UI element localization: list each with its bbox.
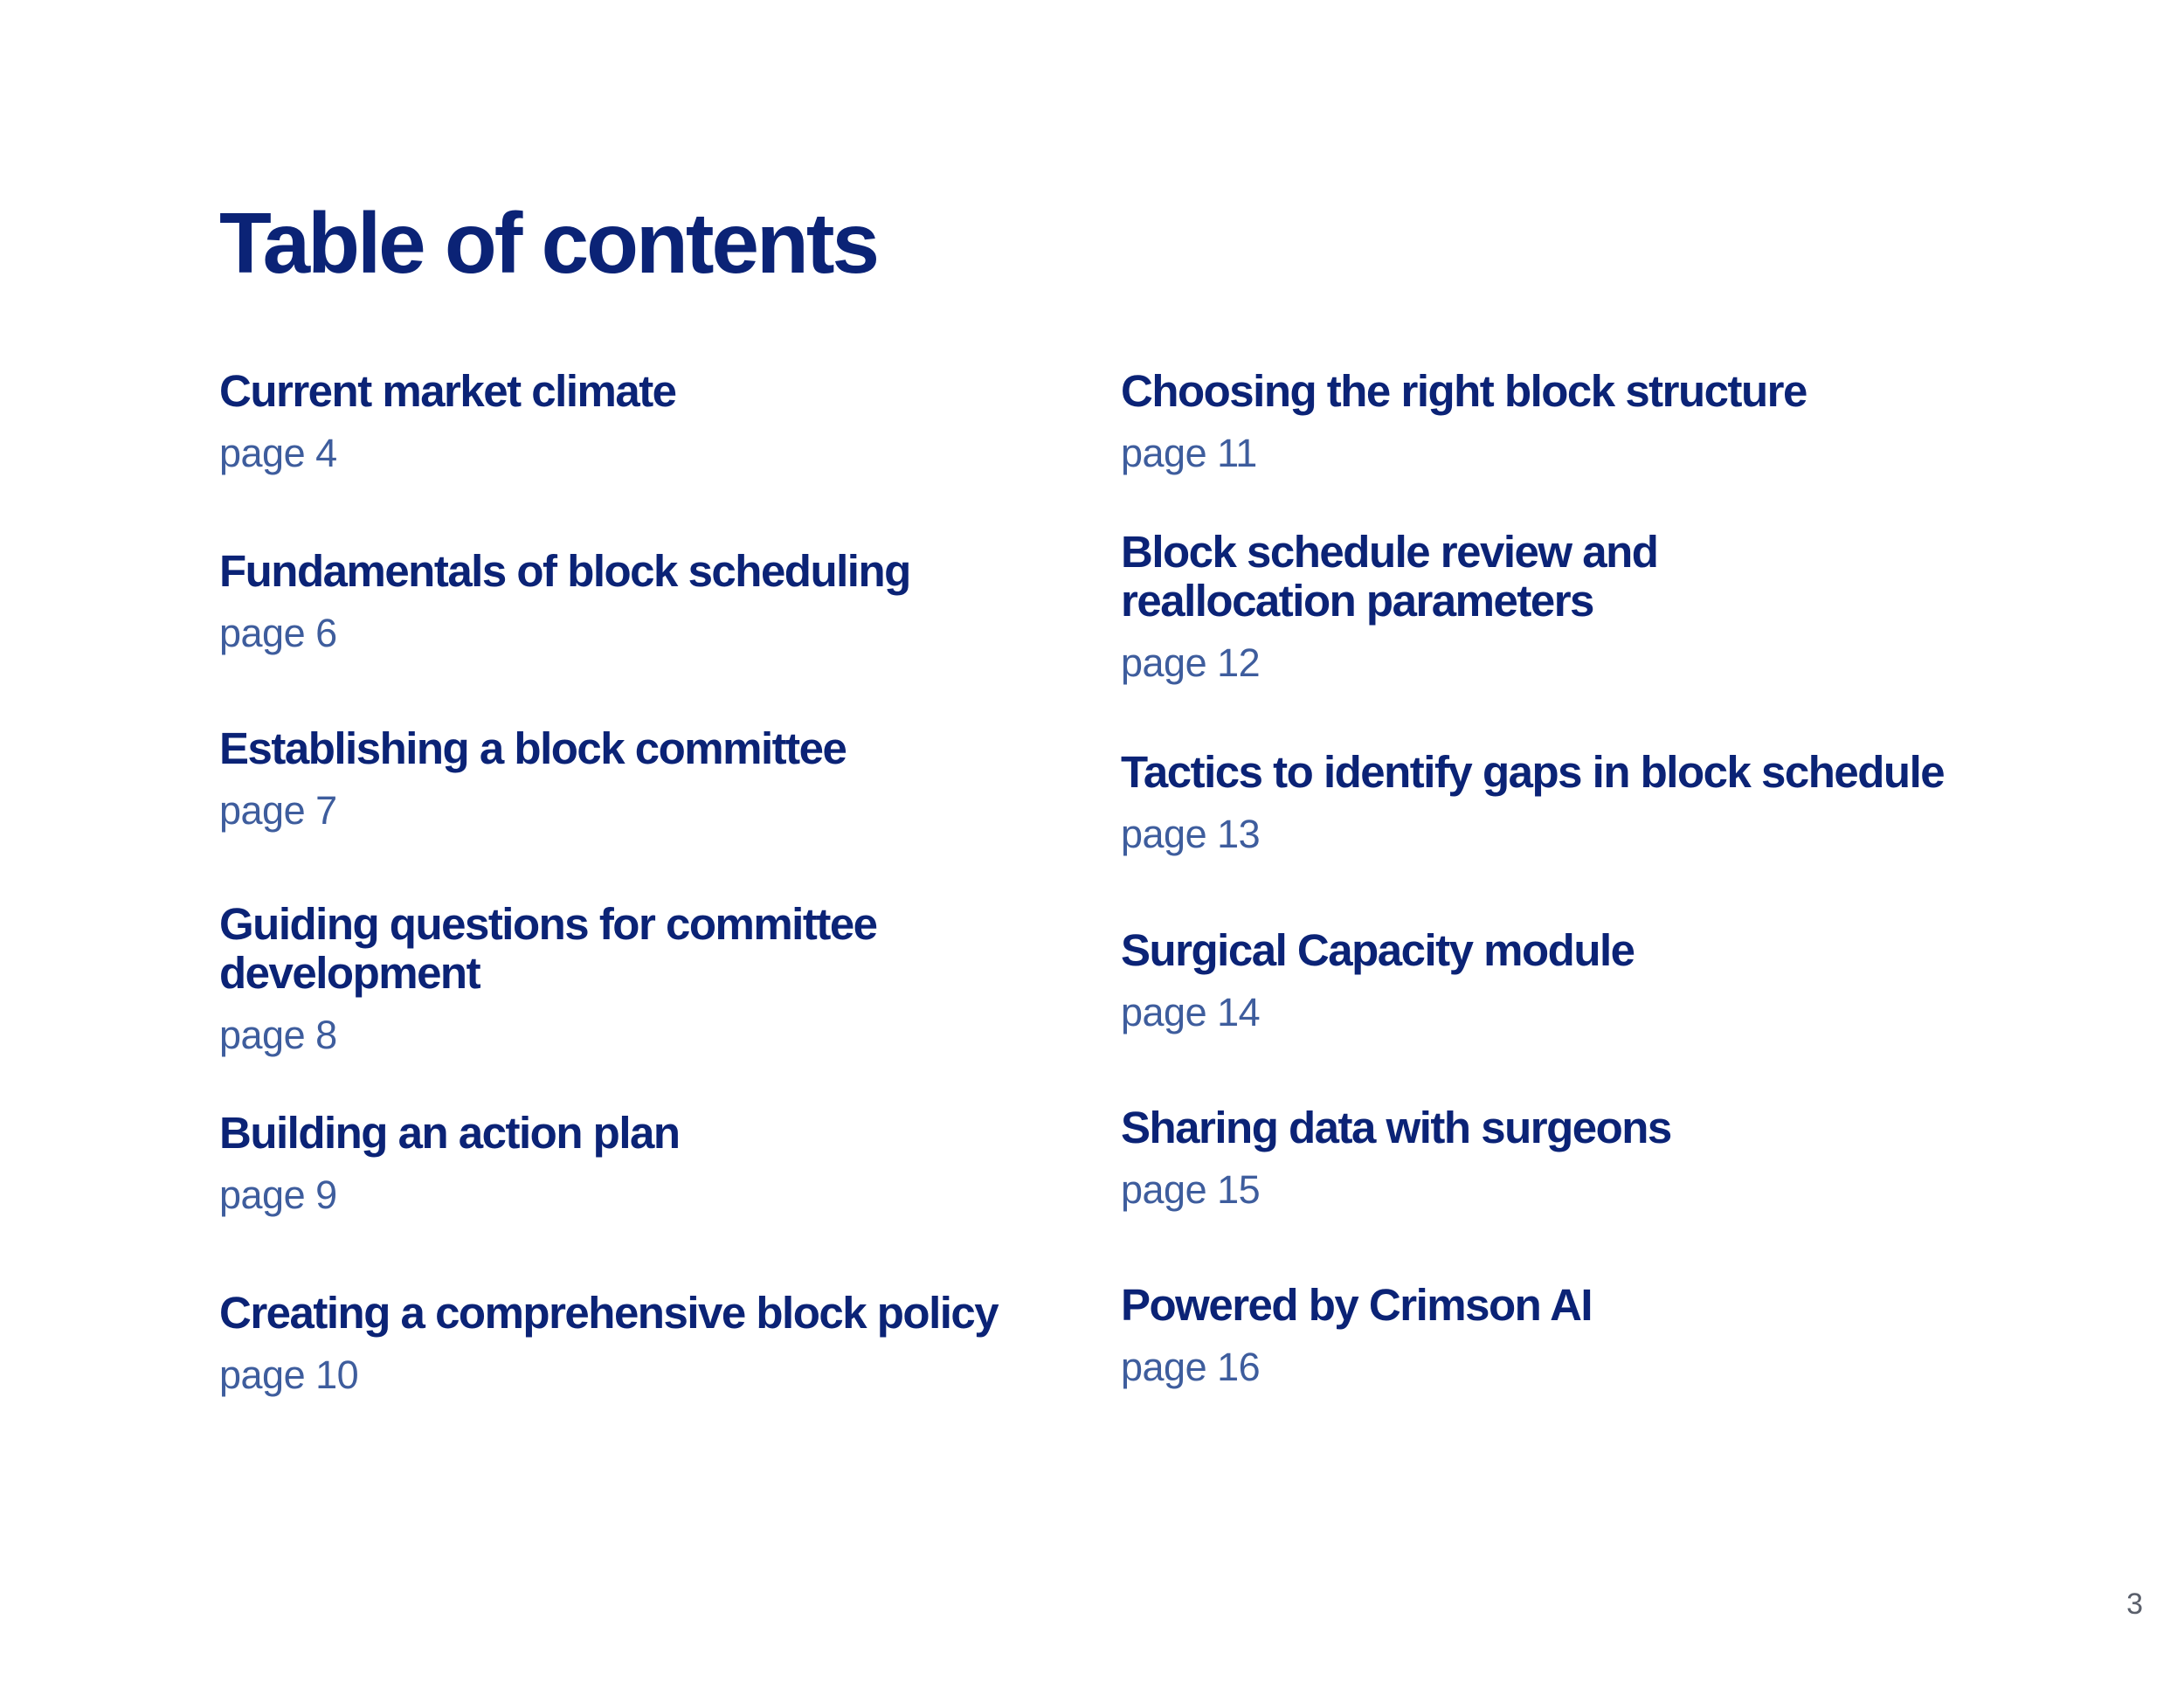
toc-entry-powered-by-crimson-ai[interactable]: [1121, 1281, 1592, 1389]
page-title: Table of contents: [219, 195, 878, 291]
toc-entry-sharing-data-with-surgeons[interactable]: [1121, 1103, 1671, 1212]
toc-entry-tactics-identify-gaps[interactable]: [1121, 748, 1944, 856]
toc-entry-block-schedule-review[interactable]: [1121, 528, 1657, 685]
toc-entry-page: page 15: [1121, 1167, 1261, 1212]
toc-entry-title: Choosing the right block structure: [1121, 366, 1807, 416]
toc-entry-fundamentals-of-block-scheduling[interactable]: [219, 547, 910, 655]
toc-entry-page: page 13: [1121, 812, 1261, 856]
toc-entry-page: page 14: [1121, 990, 1261, 1034]
toc-entry-title-continued: development: [219, 948, 480, 998]
toc-entry-building-an-action-plan[interactable]: [219, 1109, 680, 1217]
toc-entry-page: page 12: [1121, 640, 1261, 685]
toc-entry-title: Current market climate: [219, 366, 676, 416]
toc-entry-title: Sharing data with surgeons: [1121, 1103, 1671, 1152]
toc-entry-title: Fundamentals of block scheduling: [219, 546, 910, 596]
toc-entry-choosing-block-structure[interactable]: [1121, 367, 1807, 475]
toc-entry-page: page 8: [219, 1013, 337, 1057]
toc-entry-title: Creating a comprehensive block policy: [219, 1288, 999, 1338]
page-number: 3: [2126, 1588, 2143, 1621]
toc-entry-title: Guiding questions for committee: [219, 899, 877, 949]
toc-entry-establishing-a-block-committee[interactable]: [219, 724, 846, 833]
toc-entry-page: page 16: [1121, 1345, 1261, 1389]
toc-entry-title: Building an action plan: [219, 1108, 680, 1158]
toc-entry-comprehensive-block-policy[interactable]: [219, 1289, 998, 1397]
toc-entry-title: Establishing a block committee: [219, 723, 847, 773]
toc-entry-title: Surgical Capacity module: [1121, 925, 1635, 975]
toc-entry-page: page 9: [219, 1173, 337, 1217]
toc-entry-page: page 11: [1121, 431, 1257, 475]
toc-entry-page: page 4: [219, 431, 337, 475]
toc-entry-guiding-questions[interactable]: [219, 900, 877, 1057]
toc-entry-page: page 6: [219, 611, 337, 655]
toc-entry-surgical-capacity-module[interactable]: [1121, 926, 1635, 1034]
toc-entry-title: Block schedule review and: [1121, 527, 1658, 577]
toc-entry-title-continued: reallocation parameters: [1121, 576, 1593, 626]
toc-entry-page: page 7: [219, 788, 337, 833]
toc-entry-title: Powered by Crimson AI: [1121, 1280, 1593, 1330]
toc-entry-title: Tactics to identify gaps in block schedule: [1121, 747, 1945, 797]
toc-entry-current-market-climate[interactable]: [219, 367, 676, 475]
toc-entry-page: page 10: [219, 1352, 359, 1397]
